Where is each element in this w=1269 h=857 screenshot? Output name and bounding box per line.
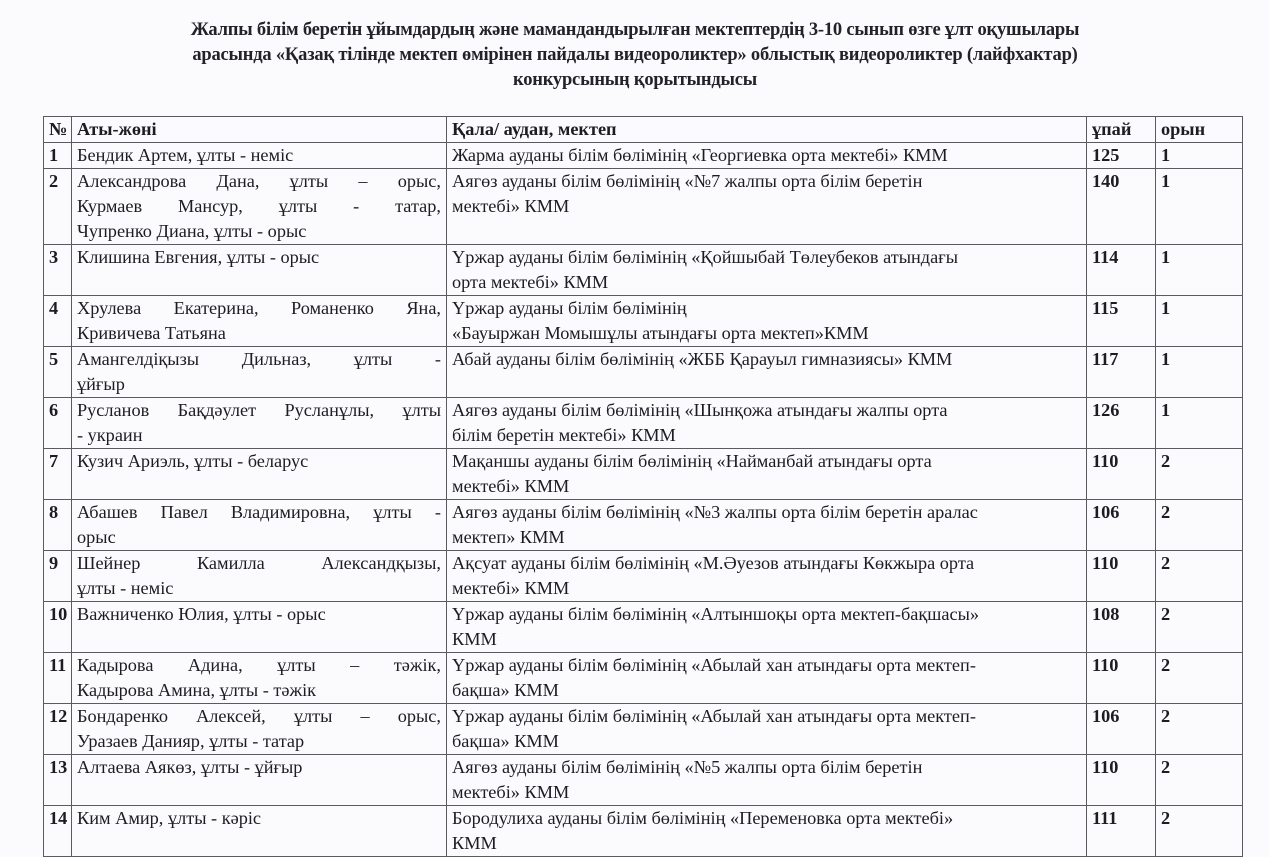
cell-school: [447, 398, 1087, 449]
cell-no: 11: [44, 653, 72, 704]
cell-school-line: Аягөз ауданы білім бөлімінің «№3 жалпы орта білім беретін аралас: [452, 502, 978, 522]
table-body: [44, 143, 1243, 857]
cell-school: [447, 704, 1087, 755]
cell-school: [447, 551, 1087, 602]
table-row: [44, 143, 1243, 169]
cell-school: [447, 755, 1087, 806]
cell-score: 110: [1087, 551, 1156, 602]
cell-no: 14: [44, 806, 72, 857]
cell-name: [72, 398, 447, 449]
cell-place: 1: [1156, 347, 1243, 398]
cell-name-line: Кадырова Амина, ұлты - тәжік: [77, 680, 317, 700]
cell-no: 8: [44, 500, 72, 551]
cell-name: [72, 755, 447, 806]
cell-score: 126: [1087, 398, 1156, 449]
cell-name-line: Чупренко Диана, ұлты - орыс: [77, 221, 307, 241]
cell-no: 2: [44, 169, 72, 245]
cell-score: 114: [1087, 245, 1156, 296]
cell-name-line: Уразаев Данияр, ұлты - татар: [77, 731, 305, 751]
table-row: [44, 347, 1243, 398]
cell-school-line: Үржар ауданы білім бөлімінің «Қойшыбай Төлеубеков атындағы: [452, 247, 958, 267]
cell-score: 110: [1087, 755, 1156, 806]
cell-school-line: орта мектебі» КММ: [452, 272, 609, 292]
cell-name-line: Амангелдіқызы Дильназ, ұлты -: [77, 349, 441, 369]
table-row: [44, 449, 1243, 500]
cell-place: 1: [1156, 143, 1243, 169]
cell-name-line: Ким Амир, ұлты - кәріс: [77, 808, 262, 828]
document-title: [60, 18, 1210, 93]
table-row: [44, 296, 1243, 347]
cell-school-line: Үржар ауданы білім бөлімінің: [452, 298, 687, 318]
table-row: [44, 500, 1243, 551]
cell-school-line: бақша» КММ: [452, 680, 559, 700]
cell-no: 7: [44, 449, 72, 500]
cell-score: 117: [1087, 347, 1156, 398]
cell-name-line: Бендик Артем, ұлты - неміс: [77, 145, 294, 165]
table-header-row: [44, 117, 1243, 143]
cell-name: [72, 551, 447, 602]
cell-no: 5: [44, 347, 72, 398]
cell-name-line: Кривичева Татьяна: [77, 323, 226, 343]
cell-name: [72, 704, 447, 755]
cell-school: [447, 143, 1087, 169]
header-name: Аты-жөні: [72, 117, 447, 143]
cell-name-line: ұйғыр: [77, 374, 125, 394]
cell-school: [447, 653, 1087, 704]
cell-name: [72, 449, 447, 500]
cell-place: 2: [1156, 653, 1243, 704]
cell-place: 2: [1156, 500, 1243, 551]
cell-place: 2: [1156, 755, 1243, 806]
cell-name: [72, 806, 447, 857]
cell-name-line: Кузич Ариэль, ұлты - беларус: [77, 451, 309, 471]
cell-score: 140: [1087, 169, 1156, 245]
cell-place: 1: [1156, 169, 1243, 245]
cell-score: 108: [1087, 602, 1156, 653]
cell-name: [72, 653, 447, 704]
cell-school-line: Абай ауданы білім бөлімінің «ЖББ Қарауыл гимназиясы» КММ: [452, 349, 953, 369]
table-row: [44, 653, 1243, 704]
cell-place: 2: [1156, 806, 1243, 857]
table-row: [44, 245, 1243, 296]
cell-school-line: Аягөз ауданы білім бөлімінің «№7 жалпы орта білім беретін: [452, 171, 923, 191]
cell-school: [447, 602, 1087, 653]
cell-place: 2: [1156, 704, 1243, 755]
cell-school: [447, 449, 1087, 500]
cell-name: [72, 602, 447, 653]
table-row: [44, 398, 1243, 449]
table-row: [44, 806, 1243, 857]
cell-school-line: Ақсуат ауданы білім бөлімінің «М.Әуезов атындағы Көкжыра орта: [452, 553, 975, 573]
table-row: [44, 602, 1243, 653]
cell-school: [447, 245, 1087, 296]
cell-no: 12: [44, 704, 72, 755]
cell-name-line: Кадырова Адина, ұлты – тәжік,: [77, 655, 441, 675]
cell-no: 4: [44, 296, 72, 347]
cell-school: [447, 500, 1087, 551]
cell-place: 1: [1156, 245, 1243, 296]
results-table: [43, 116, 1243, 857]
cell-school-line: КММ: [452, 629, 497, 649]
cell-name: [72, 143, 447, 169]
cell-school-line: КММ: [452, 833, 497, 853]
cell-name-line: Русланов Бақдәулет Русланұлы, ұлты: [77, 400, 441, 420]
cell-name-line: Шейнер Камилла Александқызы,: [77, 553, 441, 573]
cell-place: 1: [1156, 398, 1243, 449]
cell-name: [72, 296, 447, 347]
cell-no: 13: [44, 755, 72, 806]
title-line: Жалпы білім беретін ұйымдардың және мамандандырылған мектептердің 3-10 сынып өзге ұлт оқушылары: [190, 20, 1080, 40]
cell-name-line: - украин: [77, 425, 143, 445]
cell-place: 2: [1156, 449, 1243, 500]
cell-score: 110: [1087, 653, 1156, 704]
table-row: [44, 169, 1243, 245]
cell-school-line: Үржар ауданы білім бөлімінің «Абылай хан атындағы орта мектеп-: [452, 706, 976, 726]
cell-school-line: Аягөз ауданы білім бөлімінің «№5 жалпы орта білім беретін: [452, 757, 923, 777]
table-row: [44, 704, 1243, 755]
cell-name-line: Важниченко Юлия, ұлты - орыс: [77, 604, 326, 624]
cell-school: [447, 169, 1087, 245]
cell-score: 125: [1087, 143, 1156, 169]
cell-school-line: Жарма ауданы білім бөлімінің «Георгиевка орта мектебі» КММ: [452, 145, 948, 165]
cell-school-line: Үржар ауданы білім бөлімінің «Абылай хан атындағы орта мектеп-: [452, 655, 976, 675]
cell-place: 2: [1156, 602, 1243, 653]
cell-score: 115: [1087, 296, 1156, 347]
cell-score: 110: [1087, 449, 1156, 500]
cell-name-line: орыс: [77, 527, 116, 547]
header-place: орын: [1156, 117, 1243, 143]
cell-no: 3: [44, 245, 72, 296]
cell-name-line: Курмаев Мансур, ұлты - татар,: [77, 196, 441, 216]
cell-place: 1: [1156, 296, 1243, 347]
cell-school-line: Мақаншы ауданы білім бөлімінің «Найманбай атындағы орта: [452, 451, 932, 471]
cell-school-line: Үржар ауданы білім бөлімінің «Алтыншоқы орта мектеп-бақшасы»: [452, 604, 979, 624]
cell-school-line: мектебі» КММ: [452, 476, 570, 496]
cell-name-line: Бондаренко Алексей, ұлты – орыс,: [77, 706, 441, 726]
cell-school-line: білім беретін мектебі» КММ: [452, 425, 676, 445]
cell-school-line: мектебі» КММ: [452, 782, 570, 802]
cell-name: [72, 347, 447, 398]
title-line: арасында «Қазақ тілінде мектеп өмірінен пайдалы видеороликтер» облыстық видеороликтер (лайфхактар): [192, 45, 1078, 65]
cell-school-line: мектеп» КММ: [452, 527, 565, 547]
header-no: №: [44, 117, 72, 143]
header-score: ұпай: [1087, 117, 1156, 143]
cell-name: [72, 169, 447, 245]
cell-score: 111: [1087, 806, 1156, 857]
cell-school-line: бақша» КММ: [452, 731, 559, 751]
cell-school-line: «Бауыржан Момышұлы атындағы орта мектеп»КММ: [452, 323, 869, 343]
cell-name: [72, 245, 447, 296]
cell-school-line: мектебі» КММ: [452, 578, 570, 598]
table-row: [44, 755, 1243, 806]
header-school: Қала/ аудан, мектеп: [447, 117, 1087, 143]
cell-no: 6: [44, 398, 72, 449]
cell-name-line: Абашев Павел Владимировна, ұлты -: [77, 502, 441, 522]
cell-no: 9: [44, 551, 72, 602]
cell-no: 10: [44, 602, 72, 653]
cell-school-line: мектебі» КММ: [452, 196, 570, 216]
cell-school: [447, 806, 1087, 857]
cell-name-line: Александрова Дана, ұлты – орыс,: [77, 171, 441, 191]
cell-school: [447, 347, 1087, 398]
cell-name: [72, 500, 447, 551]
cell-name-line: Хрулева Екатерина, Романенко Яна,: [77, 298, 441, 318]
cell-no: 1: [44, 143, 72, 169]
cell-name-line: Алтаева Аякөз, ұлты - ұйғыр: [77, 757, 303, 777]
cell-score: 106: [1087, 500, 1156, 551]
cell-place: 2: [1156, 551, 1243, 602]
table-row: [44, 551, 1243, 602]
cell-name-line: ұлты - неміс: [77, 578, 174, 598]
cell-score: 106: [1087, 704, 1156, 755]
cell-school-line: Аягөз ауданы білім бөлімінің «Шынқожа атындағы жалпы орта: [452, 400, 948, 420]
cell-school-line: Бородулиха ауданы білім бөлімінің «Переменовка орта мектебі»: [452, 808, 954, 828]
cell-school: [447, 296, 1087, 347]
title-line: конкурсының қорытындысы: [513, 70, 757, 90]
cell-name-line: Клишина Евгения, ұлты - орыс: [77, 247, 320, 267]
